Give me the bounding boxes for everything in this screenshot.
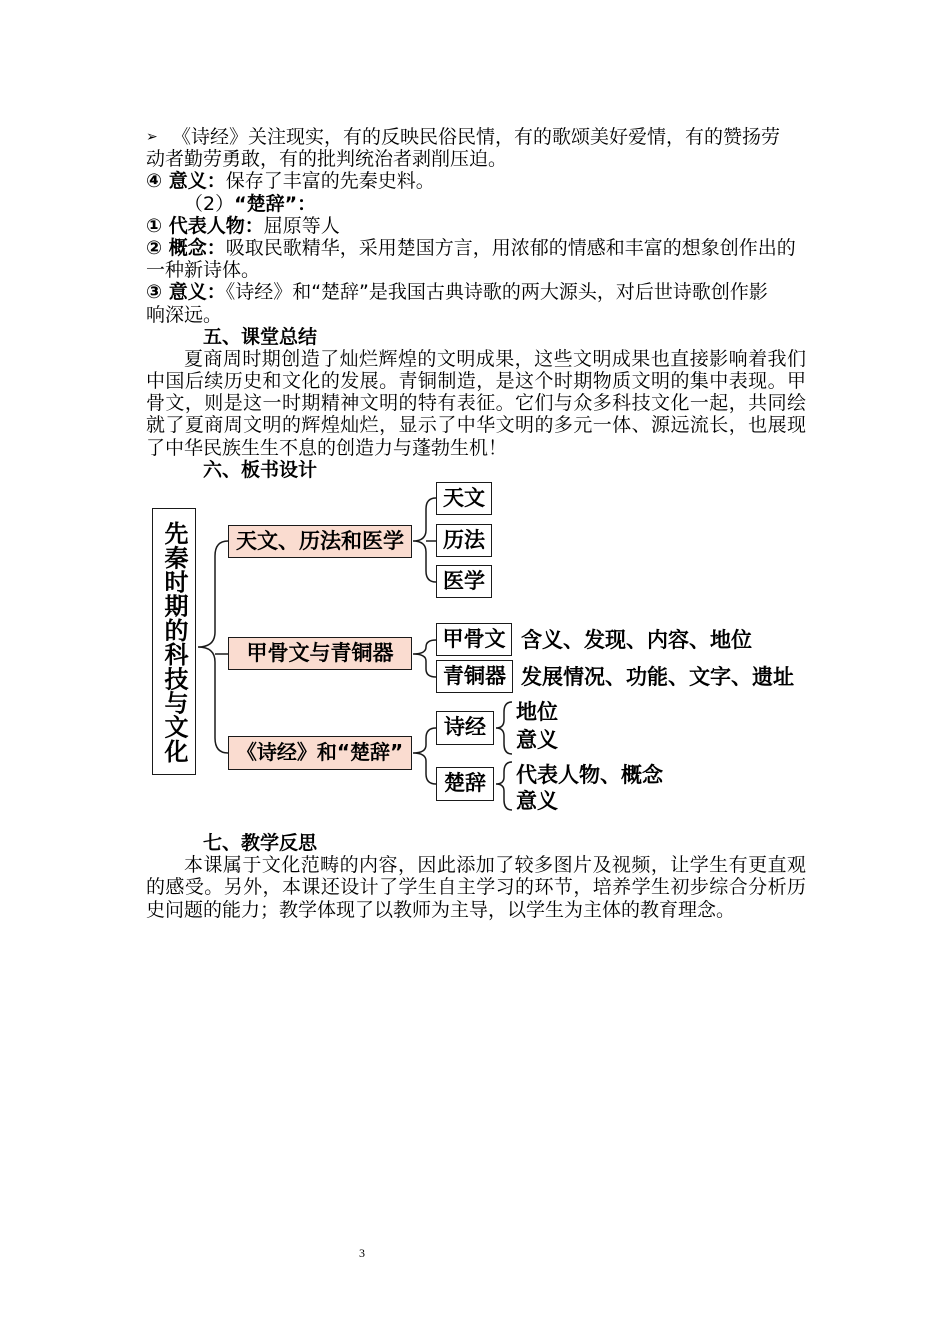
shijing-significance: ④ 意义：保存了丰富的先秦史料。 bbox=[146, 170, 435, 193]
branch-shijing-chuci: 《诗经》和“楚辞” bbox=[228, 736, 412, 770]
board-title: 先秦时期的科技与文化 bbox=[160, 520, 188, 763]
branch-astronomy-calendar-medicine: 天文、历法和医学 bbox=[228, 525, 412, 558]
bronze-detail: 发展情况、功能、文字、遗址 bbox=[521, 665, 794, 689]
reflection-heading: 七、教学反思 bbox=[203, 832, 318, 854]
node-shijing: 诗经 bbox=[436, 711, 494, 745]
branch-3-brace bbox=[413, 728, 436, 784]
chuci-significance-line-1: ③ 意义：《诗经》和“楚辞”是我国古典诗歌的两大源头，对后世诗歌创作影 bbox=[146, 281, 768, 304]
node-medicine: 医学 bbox=[436, 565, 492, 598]
shijing-focus-line-1: ➢ 《诗经》关注现实，有的反映民俗民情，有的歌颂美好爱情，有的赞扬劳 bbox=[146, 126, 781, 148]
notes-section bbox=[146, 126, 806, 481]
chuci-heading: （2）“楚辞”： bbox=[184, 192, 317, 215]
chuci-detail: 意义 bbox=[516, 789, 558, 813]
reflection-section bbox=[146, 832, 806, 921]
node-calendar: 历法 bbox=[436, 524, 492, 557]
reflection-line: 史问题的能力；教学体现了以教师为主导，以学生为主体的教育理念。 bbox=[146, 898, 736, 921]
summary-line: 骨文，则是这一时期精神文明的特有表征。它们与众多科技文化一起，共同绘 bbox=[146, 392, 806, 415]
chuci-concept-line-1: ② 概念：吸取民歌精华，采用楚国方言，用浓郁的情感和丰富的想象创作出的 bbox=[146, 236, 796, 259]
shijing-focus-line-2: 动者勤劳勇敢，有的批判统治者剥削压迫。 bbox=[146, 148, 508, 171]
page-number: 3 bbox=[359, 1246, 365, 1260]
chuci-detail: 代表人物、概念 bbox=[516, 763, 663, 787]
node-astronomy: 天文 bbox=[436, 482, 492, 515]
main-brace bbox=[198, 541, 228, 753]
board-design-heading: 六、板书设计 bbox=[203, 458, 318, 481]
oracle-bone-detail: 含义、发现、内容、地位 bbox=[521, 628, 752, 652]
summary-line: 就了夏商周文明的辉煌灿烂，显示了中华文明的多元一体、源远流长，也展现 bbox=[146, 414, 806, 437]
shijing-detail: 意义 bbox=[516, 728, 558, 752]
reflection-line: 本课属于文化范畴的内容，因此添加了较多图片及视频，让学生有更直观 bbox=[184, 854, 806, 877]
chuci-brace bbox=[496, 762, 512, 810]
reflection-line: 的感受。另外，本课还设计了学生自主学习的环节，培养学生初步综合分析历 bbox=[146, 876, 806, 899]
node-oracle-bone: 甲骨文 bbox=[436, 623, 512, 656]
summary-line: 中国后续历史和文化的发展。青铜制造，是这个时期物质文明的集中表现。甲 bbox=[146, 370, 806, 393]
summary-line: 夏商周时期创造了灿烂辉煌的文明成果，这些文明成果也直接影响着我们 bbox=[184, 347, 806, 370]
branch-oracle-bronze: 甲骨文与青铜器 bbox=[228, 637, 412, 670]
node-chuci: 楚辞 bbox=[436, 767, 494, 801]
shijing-brace bbox=[496, 702, 512, 754]
branch-2-brace bbox=[413, 640, 436, 677]
summary-line: 了中华民族生生不息的创造力与蓬勃生机！ bbox=[146, 436, 508, 459]
shijing-detail: 地位 bbox=[516, 700, 558, 724]
chuci-concept-line-2: 一种新诗体。 bbox=[146, 259, 261, 282]
board-title-box bbox=[152, 508, 196, 775]
chuci-representative: ① 代表人物：屈原等人 bbox=[146, 214, 340, 237]
arrow-bullet-icon: ➢ bbox=[146, 129, 158, 145]
branch-1-brace bbox=[413, 498, 436, 582]
node-bronze: 青铜器 bbox=[436, 660, 513, 693]
summary-heading: 五、课堂总结 bbox=[203, 325, 318, 348]
chuci-significance-line-2: 响深远。 bbox=[146, 303, 223, 326]
shijing-significance-label: ④ 意义： bbox=[146, 170, 226, 193]
